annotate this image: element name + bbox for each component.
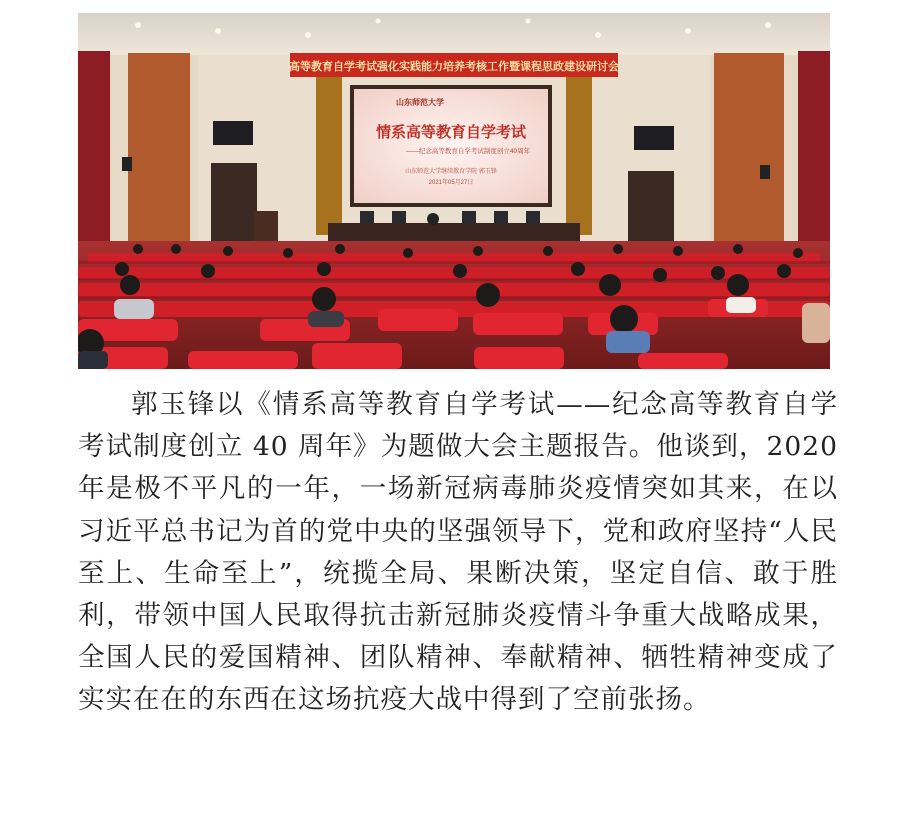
ceiling xyxy=(78,13,830,55)
right-speaker xyxy=(760,165,770,179)
article-body xyxy=(78,384,838,722)
left-speaker xyxy=(122,157,132,171)
presidium-table xyxy=(328,223,580,243)
stage-curtain-right xyxy=(566,75,592,235)
left-tv xyxy=(213,121,253,145)
right-wood-panel xyxy=(714,53,784,243)
left-door xyxy=(211,163,257,243)
screen-title: 情系高等教育自学考试 xyxy=(375,124,527,141)
screen-presenter: 山东师范大学继续教育学院 郭玉锋 xyxy=(405,169,497,175)
left-curtain xyxy=(78,51,110,261)
left-wood-panel xyxy=(128,53,190,243)
projection-screen xyxy=(350,85,552,207)
banner-text: 高等教育自学考试强化实践能力培养考核工作暨课程思政建设研讨会 xyxy=(289,61,619,73)
screen-date: 2021年05月27日 xyxy=(428,180,474,186)
right-curtain xyxy=(798,51,830,261)
conference-photo xyxy=(78,13,830,369)
right-door xyxy=(628,171,674,247)
speaker-person xyxy=(427,213,439,225)
stage-curtain-left xyxy=(316,75,342,235)
screen-logo-text: 山东师范大学 xyxy=(396,98,444,107)
right-tv xyxy=(634,126,674,150)
screen-subtitle: ——纪念高等教育自学考试制度创立40周年 xyxy=(405,148,531,155)
meeting-banner xyxy=(289,53,619,77)
article-paragraph: 郭玉锋以《情系高等教育自学考试——纪念高等教育自学考试制度创立 40 周年》为题做大会主题报告。他谈到，2020 年是极不平凡的一年，一场新冠病毒肺炎疫情突如其来，在以习近平总书记为首的党中央的坚强领导下，党和政府坚持“人民至上、生命至上”，统揽全局、果断决策，坚定自信、敢于胜利，带领中国人民取得抗击新冠肺炎疫情斗争重大战略成果，全国人民的爱国精神、团队精神、奉献精神、牺牲精神变成了实实在在的东西在这场抗疫大战中得到了空前张扬。 xyxy=(78,389,838,716)
